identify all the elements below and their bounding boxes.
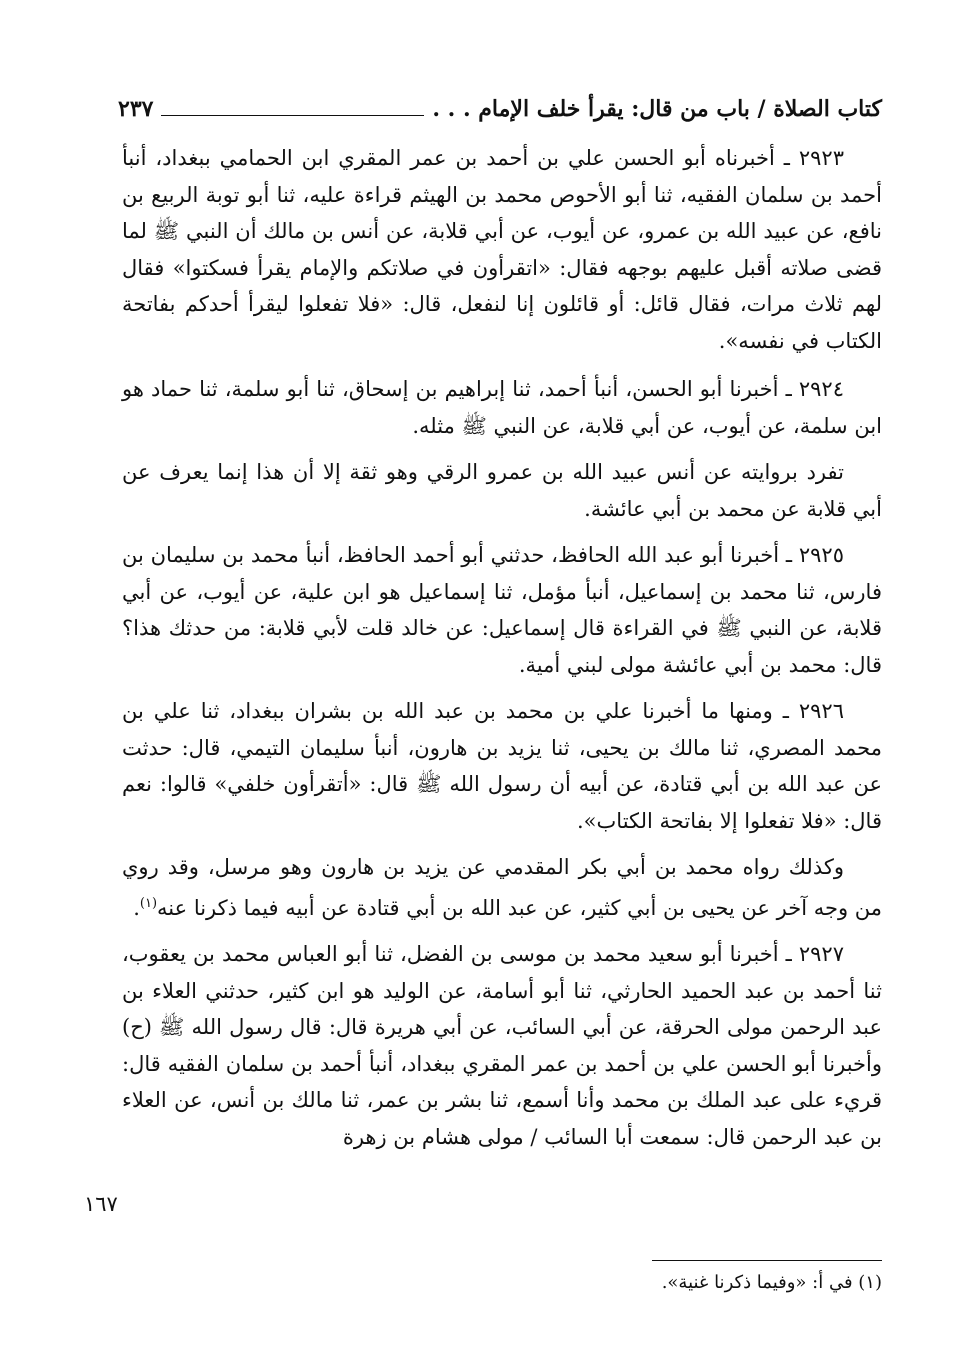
chapter-title: كتاب الصلاة / باب من قال: يقرأ خلف الإمام . . . [432,96,882,122]
running-header [118,92,882,126]
margin-folio-number: ١٦٧ [84,1192,118,1216]
commentary-paragraph-2: وكذلك رواه محمد بن أبي بكر المقدمي عن يزيد بن هارون وهو مرسل، وقد روي من وجه آخر عن يحيى بن أبي كثير، عن عبد الله بن أبي قتادة عن أبيه فيما ذكرنا عنه$^{(١)}$. [122,855,882,920]
footnote-divider [652,1260,882,1261]
hadith-2927: ٢٩٢٧ ـ أخبرنا أبو سعيد محمد بن موسى بن الفضل، ثنا أبو العباس محمد بن يعقوب، ثنا أحمد بن عبد الحميد الحارثي، ثنا أبو أسامة، عن الوليد هو ابن كثير، حدثني العلاء بن عبد الرحمن مولى الحرقة، عن أبي السائب، عن أبي هريرة قال: قال رسول الله ﷺ (ح) وأخبرنا أبو الحسن علي بن أحمد بن عمر المقري ببغداد، أنبأ أحمد بن سلمان الفقيه قال: قريء على عبد الملك بن محمد وأنا أسمع، ثنا بشر بن عمر، ثنا مالك بن أنس، عن العلاء بن عبد الرحمن قال: سمعت أبا السائب / مولى هشام بن زهرة [122,942,882,1149]
footnote-marker: (١) [139,895,158,911]
commentary-text: وكذلك رواه محمد بن أبي بكر المقدمي عن يزيد بن هارون وهو مرسل، وقد روي من وجه آخر عن يحيى بن أبي كثير، عن عبد الله بن أبي قتادة عن أبيه فيما ذكرنا عنه [122,855,882,920]
hadith-2923: ٢٩٢٣ ـ أخبرناه أبو الحسن علي بن أحمد بن عمر المقري ابن الحمامي ببغداد، أنبأ أحمد بن سلمان الفقيه، ثنا أبو الأحوص محمد بن الهيثم قراءة عليه، ثنا أبو توبة الربيع بن نافع، عن عبيد الله بن عمرو، عن أيوب، عن أبي قلابة، عن أنس بن مالك أن النبي ﷺ لما قضى صلاته أقبل عليهم بوجهه فقال: «اتقرأون في صلاتكم والإمام يقرأ فسكتوا» فقال لهم ثلاث مرات، فقال قائل: أو قائلون إنا لنفعل، قال: «فلا تفعلوا ليقرأ أحدكم بفاتحة الكتاب في نفسه». [122,146,882,353]
page-number: ٢٣٧ [118,96,154,122]
footnote: (١) في أ: «وفيما ذكرنا غنية». [661,1272,882,1293]
main-text [122,140,882,1165]
header-rule [161,115,424,116]
hadith-2924: ٢٩٢٤ ـ أخبرنا أبو الحسن، أنبأ أحمد، ثنا إبراهيم بن إسحاق، ثنا أبو سلمة، ثنا حماد هو ابن سلمة، عن أيوب، عن أبي قلابة، عن النبي ﷺ مثله. [122,377,882,438]
commentary-paragraph: تفرد بروايته عن أنس عبيد الله بن عمرو الرقي وهو ثقة إلا أن هذا إنما يعرف عن أبي قلابة عن محمد بن أبي عائشة. [122,460,882,521]
hadith-2926: ٢٩٢٦ ـ ومنها ما أخبرنا علي بن محمد بن عبد الله بن بشران ببغداد، ثنا علي بن محمد المصري، ثنا مالك بن يحيى، ثنا يزيد بن هارون، أنبأ سليمان التيمي، قال: حدثت عن عبد الله بن أبي قتادة، عن أبيه أن رسول الله ﷺ قال: «أتقرأون خلفي» قالوا: نعم قال: «فلا تفعلوا إلا بفاتحة الكتاب». [122,699,882,833]
hadith-2925: ٢٩٢٥ ـ أخبرنا أبو عبد الله الحافظ، حدثني أبو أحمد الحافظ، أنبأ محمد بن سليمان بن فارس، ثنا محمد بن إسماعيل، أنبأ مؤمل، ثنا إسماعيل هو ابن علية، عن أيوب، عن أبي قلابة، عن النبي ﷺ في القراءة قال إسماعيل: عن خالد قلت لأبي قلابة: من حدثك هذا؟ قال: محمد بن أبي عائشة مولى لبني أمية. [122,543,882,677]
